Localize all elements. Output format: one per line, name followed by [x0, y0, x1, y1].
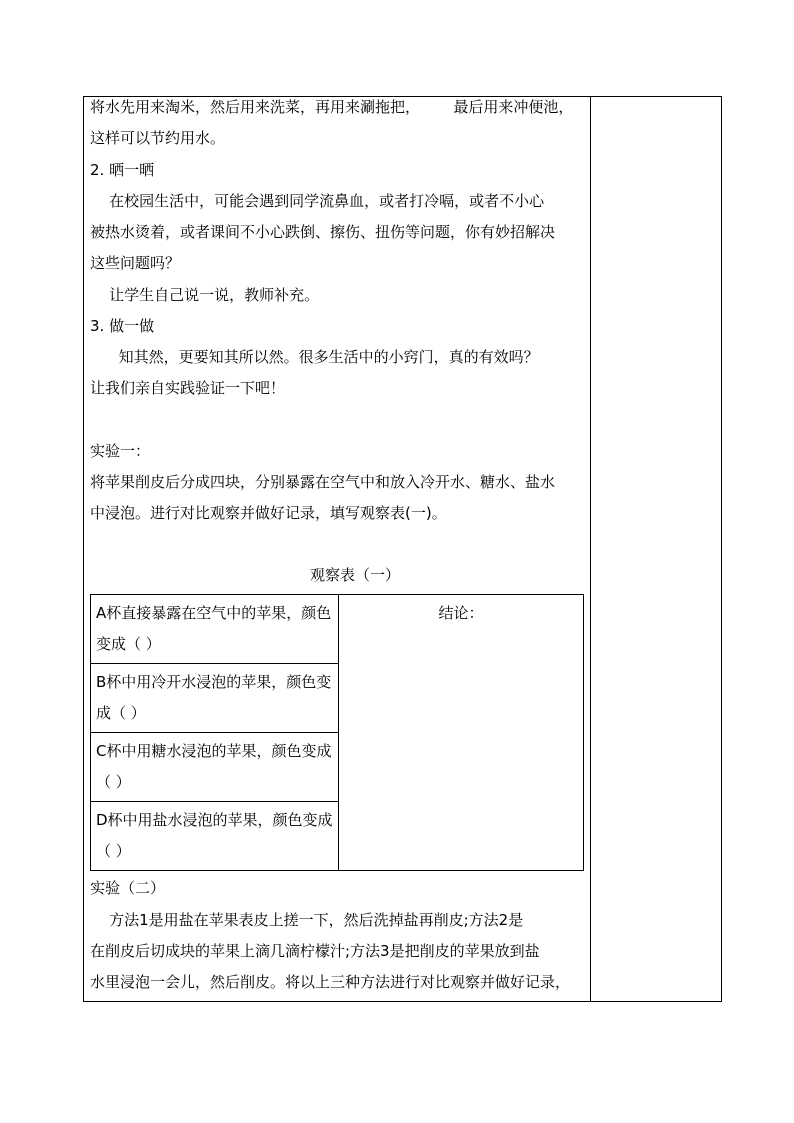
text-line: 在校园生活中，可能会遇到同学流鼻血，或者打冷嗝，或者不小心 — [90, 192, 545, 210]
text-line: 在削皮后切成块的苹果上滴几滴柠檬汁;方法3是把削皮的苹果放到盐 — [90, 942, 540, 960]
section-heading: 2. 晒一晒 — [90, 161, 155, 179]
column-divider — [590, 96, 591, 1002]
text-line: 让学生自己说一说，教师补充。 — [90, 286, 320, 304]
text-line: 中浸泡。进行对比观察并做好记录，填写观察表(一)。 — [90, 504, 447, 522]
text-line: 方法1是用盐在苹果表皮上搓一下，然后洗掉盐再削皮;方法2是 — [90, 911, 524, 929]
observation-cell-b: B杯中用冷开水浸泡的苹果，颜色变成（ ） — [91, 664, 339, 733]
text-line: 将苹果削皮后分成四块，分别暴露在空气中和放入冷开水、糖水、盐水 — [90, 473, 556, 491]
conclusion-cell: 结论： — [339, 595, 584, 871]
experiment-heading: 实验（二） — [90, 879, 166, 897]
text-line: 这些问题吗？ — [90, 254, 181, 272]
observation-table — [90, 594, 584, 871]
text-line: 这样可以节约用水。 — [90, 129, 226, 147]
experiment-heading: 实验一： — [90, 442, 151, 460]
section-heading: 3. 做一做 — [90, 317, 155, 335]
text-line: 将水先用来淘米，然后用来洗菜，再用来涮拖把， 最后用来冲便池， — [90, 98, 574, 116]
observation-cell-a: A杯直接暴露在空气中的苹果，颜色变成（ ） — [91, 595, 339, 664]
text-line: 水里浸泡一会儿，然后削皮。将以上三种方法进行对比观察并做好记录， — [90, 973, 571, 991]
text-line: 让我们亲自实践验证一下吧！ — [90, 379, 286, 397]
observation-table-title: 观察表（一） — [310, 566, 401, 584]
observation-cell-c: C杯中用糖水浸泡的苹果，颜色变成（ ） — [91, 733, 339, 802]
text-line: 被热水烫着，或者课间不小心跌倒、擦伤、扭伤等问题，你有妙招解决 — [90, 223, 556, 241]
observation-cell-d: D杯中用盐水浸泡的苹果，颜色变成（ ） — [91, 802, 339, 871]
text-line: 知其然，更要知其所以然。很多生活中的小窍门，真的有效吗？ — [90, 348, 539, 366]
